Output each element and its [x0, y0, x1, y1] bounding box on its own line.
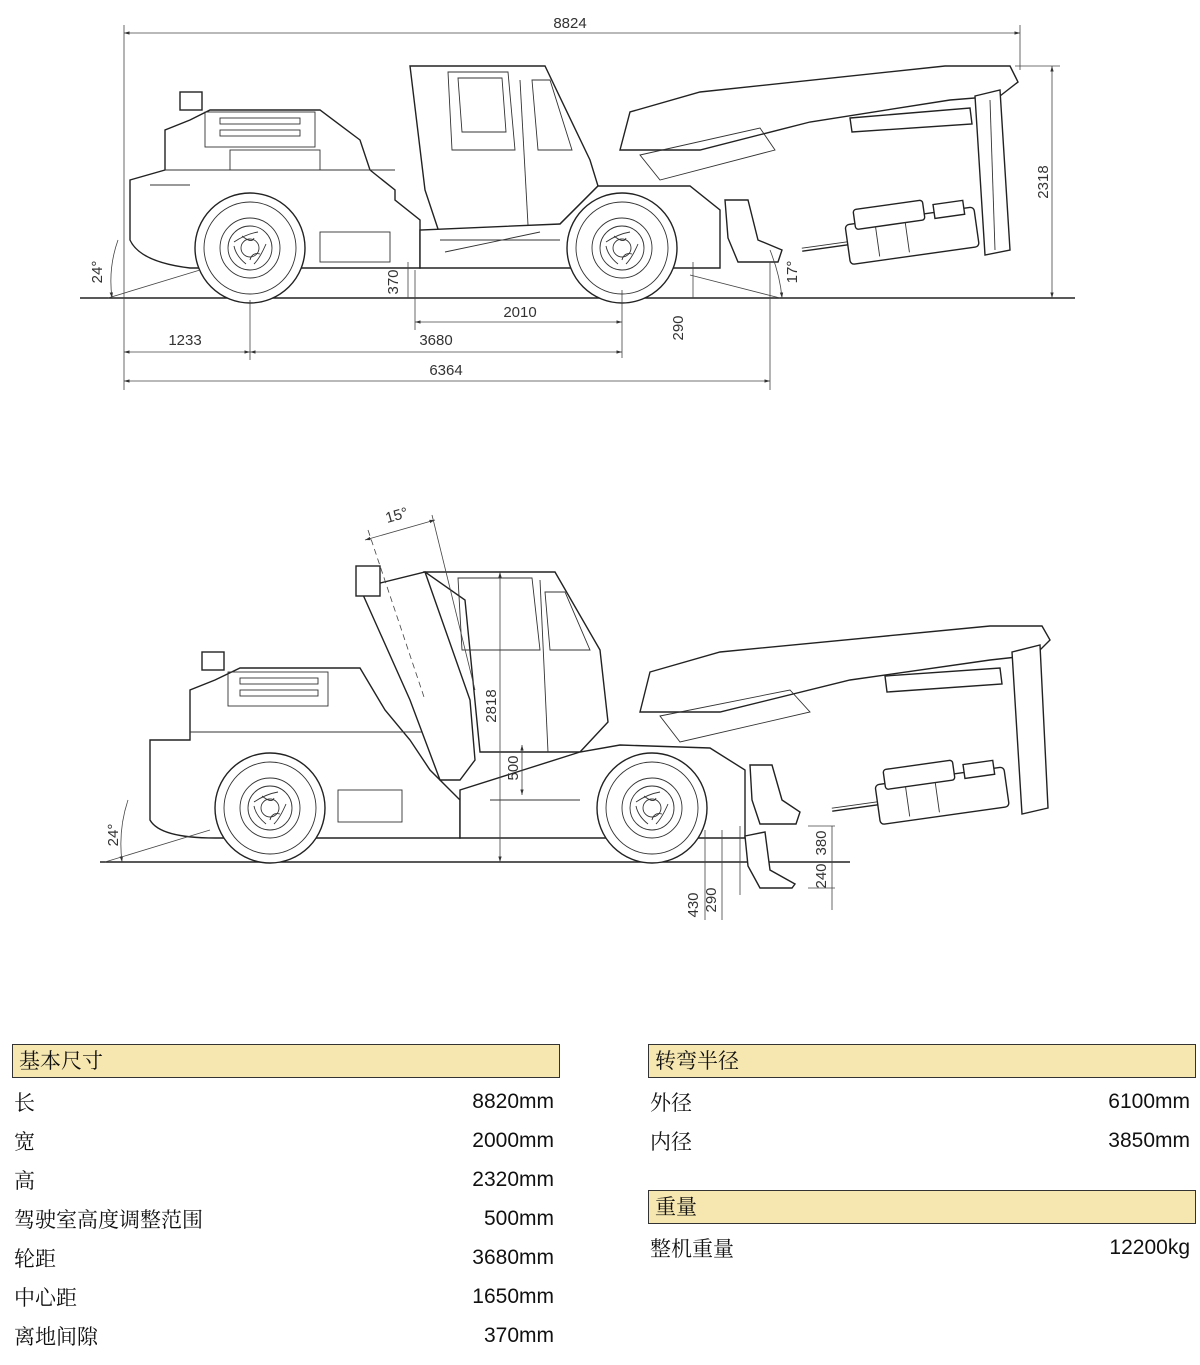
spec-weight-title: 重量 — [648, 1190, 1196, 1224]
spec-value: 500mm — [483, 1206, 554, 1230]
dozer-blade-up — [750, 765, 800, 824]
spec-label: 宽 — [14, 1129, 35, 1154]
spec-label: 中心距 — [14, 1285, 77, 1310]
side-view-bottom — [100, 504, 1050, 920]
spec-label: 驾驶室高度调整范围 — [14, 1207, 203, 1232]
spec-value: 3680mm — [472, 1245, 554, 1269]
spec-row — [12, 1199, 560, 1238]
spec-row — [12, 1238, 560, 1277]
dim-blade-a: 430 — [685, 892, 702, 918]
spec-row — [12, 1082, 560, 1121]
rear-wheel — [195, 193, 305, 303]
spec-row — [12, 1277, 560, 1316]
spec-weight — [648, 1190, 1196, 1267]
spec-label: 轮距 — [14, 1246, 56, 1271]
spec-label: 离地间隙 — [14, 1324, 98, 1349]
spec-value: 12200kg — [1109, 1235, 1190, 1259]
dim-blade-b: 290 — [703, 887, 720, 913]
spec-value: 6100mm — [1108, 1089, 1190, 1113]
dozer-blade-down — [745, 832, 795, 888]
spec-row — [648, 1082, 1196, 1121]
dim-cab-height: 2818 — [483, 689, 500, 723]
dim-wheelbase: 3680 — [419, 332, 453, 349]
dim-rear-overhang: 1233 — [168, 332, 202, 349]
spec-label: 内径 — [650, 1129, 692, 1154]
cab — [410, 66, 598, 235]
dim-cab-adjust: 500 — [505, 755, 522, 781]
spec-turn — [648, 1044, 1196, 1160]
spec-value: 3850mm — [1108, 1128, 1190, 1152]
dim-angle-rear-bottom: 24° — [105, 823, 122, 847]
dim-angle-front: 17° — [784, 260, 801, 284]
boom-arm-bottom — [1012, 645, 1048, 814]
spec-turn-title: 转弯半径 — [648, 1044, 1196, 1078]
spec-row — [648, 1121, 1196, 1160]
spec-label: 高 — [14, 1168, 35, 1193]
dim-length-no-boom: 6364 — [429, 362, 463, 379]
boom — [620, 66, 1018, 150]
dim-height: 2318 — [1035, 165, 1052, 199]
dim-wheelbase-mid: 2010 — [503, 304, 537, 321]
dim-tilt-angle: 15° — [383, 504, 411, 527]
spec-value: 2320mm — [472, 1167, 554, 1191]
spec-row — [12, 1316, 560, 1355]
dim-overall-length: 8824 — [553, 15, 587, 32]
dim-blade-d: 380 — [813, 830, 830, 856]
spec-row — [648, 1228, 1196, 1267]
spec-row — [12, 1121, 560, 1160]
front-wheel — [567, 193, 677, 303]
spec-basic — [12, 1044, 560, 1355]
dozer-blade — [725, 200, 782, 262]
dim-blade-c: 240 — [813, 863, 830, 889]
spec-label: 外径 — [650, 1090, 692, 1115]
rear-wheel-bottom — [215, 753, 325, 863]
spec-value: 8820mm — [472, 1089, 554, 1113]
spec-label: 长 — [14, 1090, 35, 1115]
dim-angle-rear: 24° — [89, 260, 106, 284]
dim-clearance: 370 — [385, 269, 402, 295]
side-view-top — [80, 15, 1075, 390]
spec-label: 整机重量 — [650, 1236, 734, 1261]
spec-value: 370mm — [483, 1323, 554, 1347]
spec-value: 2000mm — [472, 1128, 554, 1152]
spec-value: 1650mm — [472, 1284, 554, 1308]
front-wheel-bottom — [597, 753, 707, 863]
spec-basic-title: 基本尺寸 — [12, 1044, 560, 1078]
dim-blade-ground: 290 — [670, 315, 687, 341]
spec-row — [12, 1160, 560, 1199]
